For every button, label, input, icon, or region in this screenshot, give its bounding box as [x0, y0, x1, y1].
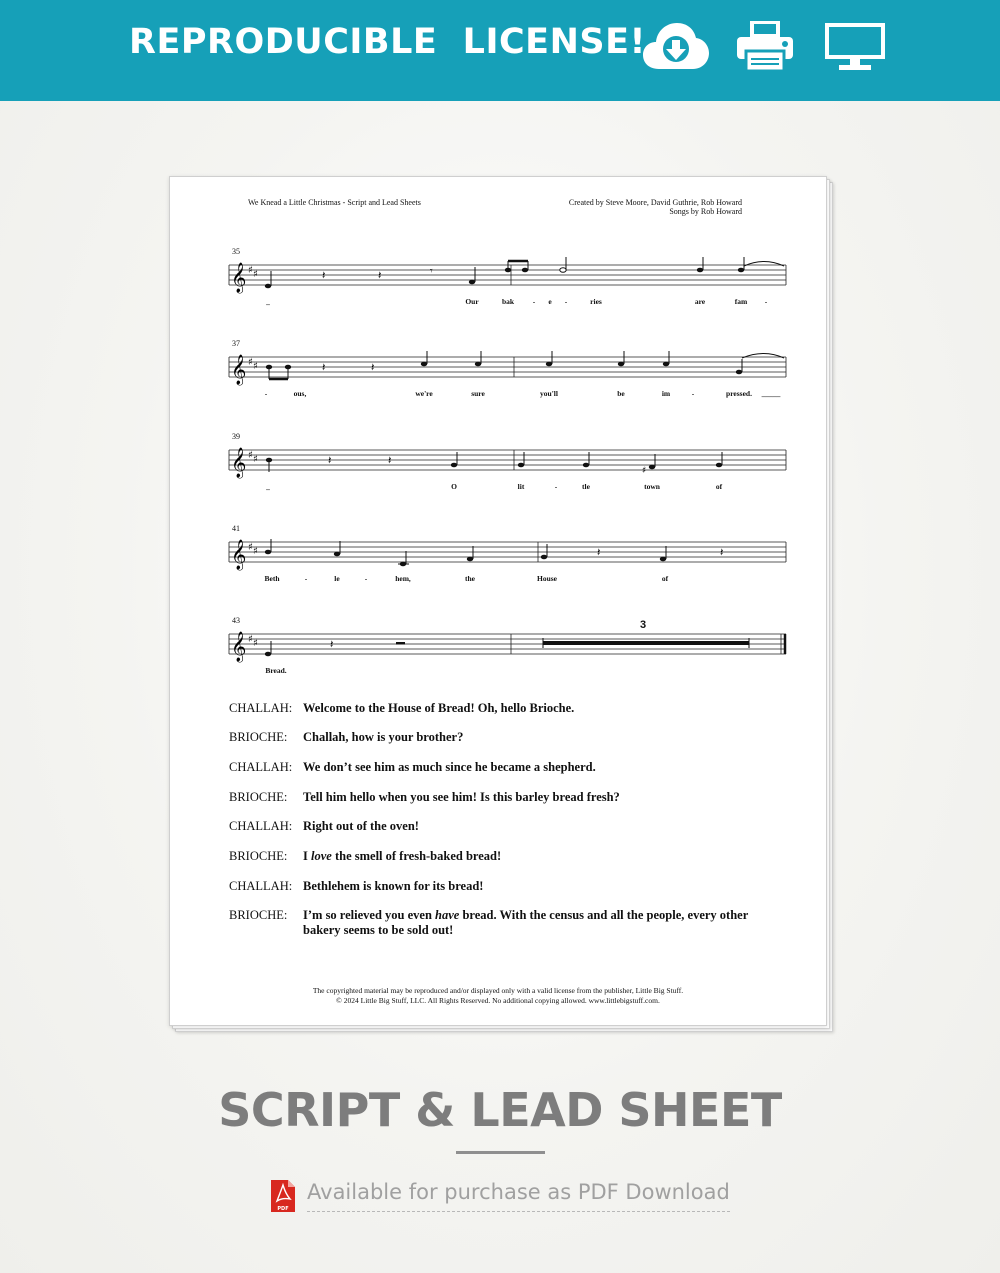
dialogue-text: Tell him hello when you see him! Is this barley bread fresh? — [303, 790, 620, 804]
svg-text:♯: ♯ — [248, 265, 253, 276]
lyric-syllable: le — [334, 574, 340, 583]
lyric-syllable: Our — [465, 297, 479, 306]
speaker-name: BRIOCHE: — [229, 730, 288, 744]
banner-title: REPRODUCIBLE LICENSE! — [129, 22, 646, 62]
speaker-name: CHALLAH: — [229, 879, 293, 893]
svg-text:𝄞: 𝄞 — [231, 448, 247, 478]
svg-text:♯: ♯ — [253, 638, 258, 649]
sheet-header-left: We Knead a Little Christmas - Script and Lead Sheets — [248, 198, 421, 207]
svg-text:𝄽: 𝄽 — [388, 454, 392, 467]
dialogue-text: Right out of the oven! — [303, 819, 419, 833]
lyric-syllable: the — [465, 574, 475, 583]
svg-text:𝄾: 𝄾 — [430, 266, 433, 277]
dialogue-text-part: I’m so relieved you even — [303, 908, 436, 922]
copyright-line: © 2024 Little Big Stuff, LLC. All Rights Reserved. No additional copying allowed. www.littlebigstuff.com. — [336, 996, 660, 1005]
svg-text:𝄞: 𝄞 — [231, 632, 247, 662]
lyric-syllable: ries — [590, 297, 602, 306]
svg-text:♯: ♯ — [248, 450, 253, 461]
dialogue-text: We don’t see him as much since he became a shepherd. — [303, 760, 596, 774]
printer-icon[interactable] — [737, 20, 793, 72]
lyric-syllable: Bread. — [265, 666, 287, 675]
license-banner — [0, 0, 1000, 101]
svg-text:♯: ♯ — [253, 454, 258, 465]
lyric-syllable: tle — [582, 482, 590, 491]
product-title: SCRIPT & LEAD SHEET — [218, 1083, 782, 1137]
svg-text:𝄽: 𝄽 — [378, 269, 382, 282]
lyric-syllable: - — [264, 389, 268, 398]
measure-number: 35 — [232, 247, 240, 256]
lyric-syllable: bak — [501, 297, 515, 306]
lyric-syllable: town — [644, 482, 660, 491]
speaker-name: CHALLAH: — [229, 701, 293, 715]
lyric-syllable: - — [532, 297, 536, 306]
lyric-syllable: - — [554, 482, 558, 491]
svg-text:♯: ♯ — [253, 546, 258, 557]
purchase-underline — [307, 1211, 730, 1212]
svg-text:♯: ♯ — [248, 542, 253, 553]
dialogue-text-part: I — [303, 849, 311, 863]
lyric-syllable: pressed. — [726, 389, 752, 398]
sheet-header-right — [569, 198, 742, 216]
svg-text:𝄞: 𝄞 — [231, 355, 247, 385]
measure-number: 43 — [232, 616, 240, 625]
dialogue-text: Welcome to the House of Bread! Oh, hello Brioche. — [303, 701, 575, 715]
multi-measure-rest-count: 3 — [640, 619, 647, 631]
lyric-syllable: - — [364, 574, 368, 583]
dialogue-text — [303, 849, 773, 864]
svg-text:𝄽: 𝄽 — [371, 361, 375, 374]
svg-text:𝄽: 𝄽 — [720, 546, 724, 559]
music-system — [226, 430, 788, 520]
dialogue-text-part: the smell of fresh-baked bread! — [331, 849, 502, 863]
lyric-syllable: _____ — [761, 389, 781, 398]
staff — [226, 245, 788, 295]
svg-text:♯: ♯ — [253, 361, 258, 372]
lyric-syllable: Beth — [264, 574, 280, 583]
dialogue-emphasis: love — [311, 849, 332, 863]
lyric-syllable: fam — [734, 297, 748, 306]
svg-text:♯: ♯ — [253, 269, 258, 280]
dialogue-text — [303, 908, 773, 938]
lyric-syllable: O — [451, 482, 457, 491]
dialogue-emphasis: have — [435, 908, 460, 922]
lyric-syllable: im — [661, 389, 671, 398]
speaker-name: BRIOCHE: — [229, 790, 288, 804]
lyric-syllable: you'll — [540, 389, 558, 398]
lyric-syllable: of — [715, 482, 723, 491]
credits-line: Created by Steve Moore, David Guthrie, Rob Howard — [568, 198, 742, 207]
staff — [226, 614, 788, 664]
speaker-name: BRIOCHE: — [229, 908, 288, 922]
lyric-syllable: - — [764, 297, 768, 306]
lead-sheet-page — [169, 176, 827, 1026]
treble-clef-icon: 𝄞 — [231, 263, 247, 293]
lyric-syllable: - — [304, 574, 308, 583]
purchase-link[interactable] — [270, 1178, 740, 1214]
dialogue-text-part: bread. With the census and all the people, every other bakery seems to be sold out! — [303, 908, 749, 937]
lyric-syllable: be — [617, 389, 625, 398]
svg-text:𝄽: 𝄽 — [322, 361, 326, 374]
music-system — [226, 522, 788, 612]
lyric-syllable: ous, — [293, 389, 307, 398]
lyric-syllable: - — [691, 389, 695, 398]
svg-text:𝄽: 𝄽 — [328, 454, 332, 467]
music-system — [226, 337, 788, 427]
svg-text:𝄽: 𝄽 — [322, 269, 326, 282]
svg-text:𝄽: 𝄽 — [330, 638, 334, 651]
staff — [226, 430, 788, 480]
title-divider — [456, 1151, 545, 1154]
svg-text:𝄽: 𝄽 — [597, 546, 601, 559]
svg-text:PDF: PDF — [277, 1206, 289, 1212]
copyright-line: The copyrighted material may be reproduced and/or displayed only with a valid license from the publisher, Little Big Stuff. — [312, 986, 684, 995]
lyric-syllable: are — [694, 297, 706, 306]
document-preview — [169, 176, 833, 1032]
measure-number: 37 — [232, 339, 240, 348]
lyric-syllable: House — [536, 574, 558, 583]
dialogue-text: Challah, how is your brother? — [303, 730, 464, 744]
speaker-name: BRIOCHE: — [229, 849, 288, 863]
measure-number: 39 — [232, 432, 240, 441]
svg-text:♯: ♯ — [642, 466, 647, 476]
songs-credit-line: Songs by Rob Howard — [669, 207, 742, 216]
lyric-syllable: sure — [471, 389, 485, 398]
monitor-icon[interactable] — [825, 23, 885, 71]
copyright-footer — [170, 986, 826, 1006]
lyric-syllable: we're — [415, 389, 433, 398]
staff — [226, 337, 788, 387]
speaker-name: CHALLAH: — [229, 819, 293, 833]
staff — [226, 522, 788, 572]
lyric-syllable: - — [564, 297, 568, 306]
pdf-file-icon — [270, 1179, 296, 1213]
measure-number: 41 — [232, 524, 240, 533]
lyric-syllable: lit — [517, 482, 525, 491]
cloud-download-icon[interactable] — [643, 21, 709, 71]
dialogue-text: Bethlehem is known for its bread! — [303, 879, 484, 893]
svg-text:♯: ♯ — [248, 634, 253, 645]
speaker-name: CHALLAH: — [229, 760, 293, 774]
lyric-syllable: _ — [266, 482, 270, 491]
music-system — [226, 614, 788, 704]
lyric-syllable: e — [548, 297, 552, 306]
lyric-syllable: hem, — [395, 574, 411, 583]
purchase-text[interactable]: Available for purchase as PDF Download — [307, 1180, 730, 1204]
svg-text:♯: ♯ — [248, 357, 253, 368]
lyric-syllable: of — [661, 574, 669, 583]
svg-text:𝄞: 𝄞 — [231, 540, 247, 570]
music-system — [226, 245, 788, 335]
lyric-syllable: _ — [266, 297, 270, 306]
